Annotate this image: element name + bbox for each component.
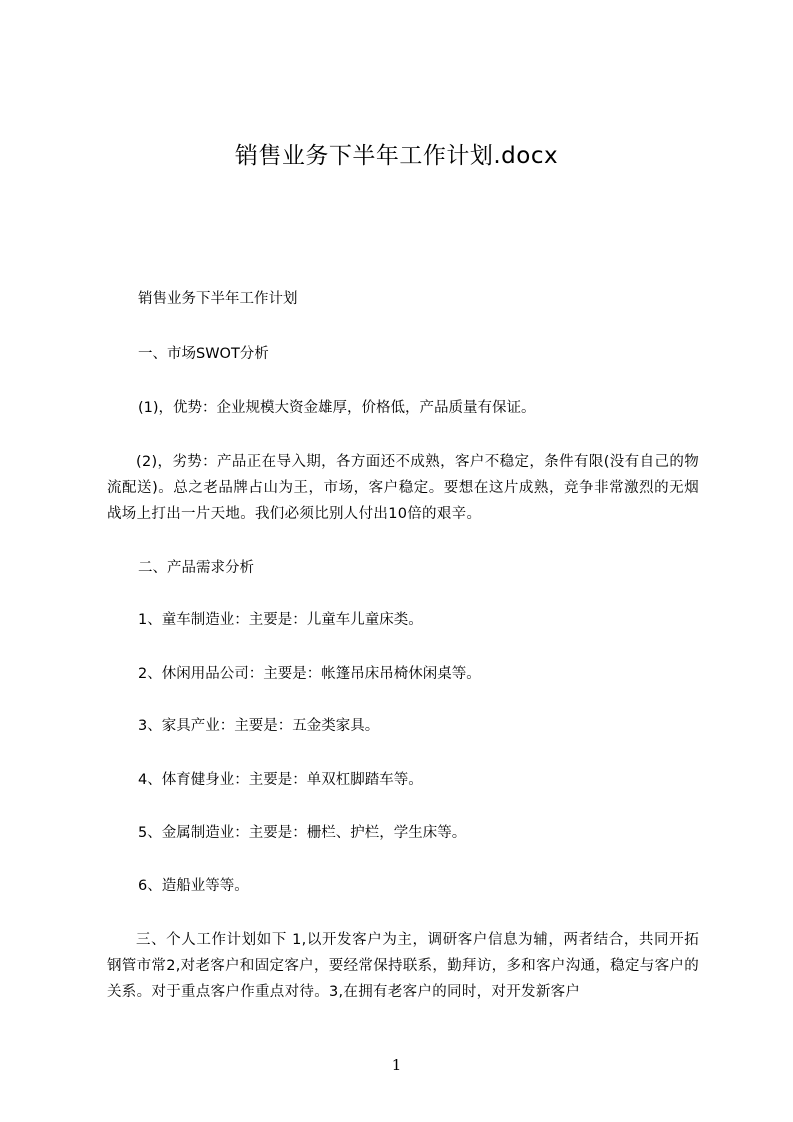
paragraph-section-2: 二、产品需求分析	[138, 560, 254, 576]
paragraph-item-6: 6、造船业等等。	[138, 878, 249, 894]
paragraph-item-1: 1、童车制造业：主要是：儿童车儿童床类。	[138, 612, 423, 628]
page-number: 1	[391, 1056, 402, 1074]
paragraph-strengths: (1)，优势：企业规模大资金雄厚，价格低，产品质量有保证。	[138, 400, 536, 416]
paragraph-item-2: 2、休闲用品公司：主要是：帐篷吊床吊椅休闲桌等。	[138, 666, 481, 682]
paragraph-item-5: 5、金属制造业：主要是：栅栏、护栏，学生床等。	[138, 825, 467, 841]
paragraph-section-1: 一、市场SWOT分析	[138, 346, 269, 362]
paragraph-weaknesses: (2)，劣势：产品正在导入期，各方面还不成熟，客户不稳定，条件有限(没有自己的物流配送)。总之老品牌占山为王，市场，客户稳定。要想在这片成熟，竞争非常激烈的无烟战场上打出一片天地。我们必须比别人付出10倍的艰辛。	[107, 454, 699, 522]
paragraph-section-3: 三、个人工作计划如下 1,以开发客户为主，调研客户信息为辅，两者结合，共同开拓钢管市常2,对老客户和固定客户，要经常保持联系，勤拜访，多和客户沟通，稳定与客户的关系。对于重点客户作重点对待。3,在拥有老客户的同时，对开发新客户	[107, 932, 699, 1000]
paragraph-item-4: 4、体育健身业：主要是：单双杠脚踏车等。	[138, 772, 423, 788]
document-title: 销售业务下半年工作计划.docx	[234, 143, 559, 169]
paragraph-heading: 销售业务下半年工作计划	[138, 291, 298, 307]
paragraph-item-3: 3、家具产业：主要是：五金类家具。	[138, 718, 380, 734]
